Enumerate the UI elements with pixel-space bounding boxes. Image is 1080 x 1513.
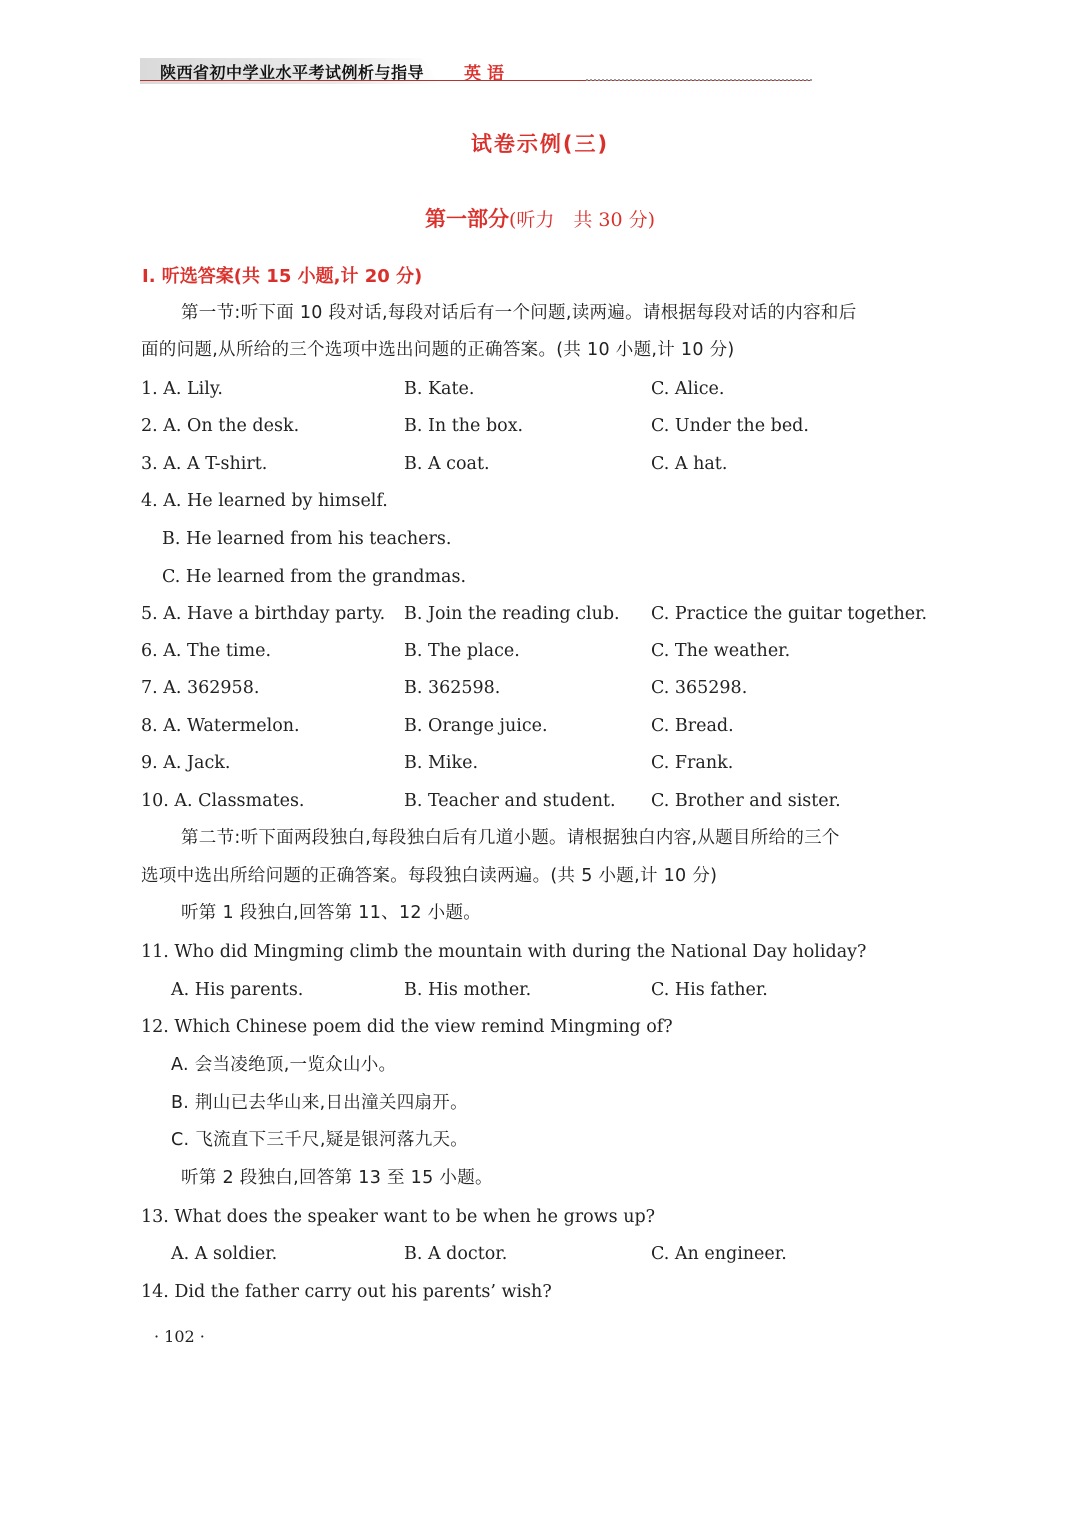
- q9-option-a: 9. A. Jack.: [141, 753, 231, 773]
- q7-option-c: C. 365298.: [651, 678, 748, 698]
- monologue-1-note: 听第 1 段独白,回答第 11、12 小题。: [181, 903, 482, 923]
- q3-option-a: 3. A. A T-shirt.: [141, 454, 268, 474]
- part-heading: [0, 203, 1080, 233]
- subject-label: 英语: [464, 64, 510, 84]
- q12-option-b: B. 荆山已去华山来,日出潼关四扇开。: [171, 1093, 468, 1113]
- q11-option-a: A. His parents.: [171, 980, 304, 1000]
- q6-option-c: C. The weather.: [651, 641, 791, 661]
- q12-option-c: C. 飞流直下三千尺,疑是银河落九天。: [171, 1130, 469, 1150]
- q1-option-a: 1. A. Lily.: [141, 379, 223, 399]
- q10-option-a: 10. A. Classmates.: [141, 791, 305, 811]
- q8-option-c: C. Bread.: [651, 716, 734, 736]
- q13-option-a: A. A soldier.: [171, 1244, 278, 1264]
- instruction-line: 选项中选出所给问题的正确答案。每段独白读两遍。(共 5 小题,计 10 分): [141, 866, 718, 886]
- q10-option-c: C. Brother and sister.: [651, 791, 841, 811]
- part-name: 第一部分: [424, 207, 509, 231]
- q8-option-b: B. Orange juice.: [404, 716, 548, 736]
- q5-option-a: 5. A. Have a birthday party.: [141, 604, 386, 624]
- q11-option-c: C. His father.: [651, 980, 768, 1000]
- q7-option-a: 7. A. 362958.: [141, 678, 260, 698]
- q13-option-b: B. A doctor.: [404, 1244, 508, 1264]
- paper-title: 试卷示例(三): [470, 132, 610, 156]
- q3-option-b: B. A coat.: [404, 454, 490, 474]
- q3-option-c: C. A hat.: [651, 454, 728, 474]
- q13-option-c: C. An engineer.: [651, 1244, 787, 1264]
- q1-option-c: C. Alice.: [651, 379, 725, 399]
- header-dotted-rule: [586, 79, 812, 81]
- instruction-line: 第一节:听下面 10 段对话,每段对话后有一个问题,读两遍。请根据每段对话的内容和后: [181, 303, 857, 323]
- q7-option-b: B. 362598.: [404, 678, 501, 698]
- q5-option-c: C. Practice the guitar together.: [651, 604, 928, 624]
- q5-option-b: B. Join the reading club.: [404, 604, 620, 624]
- book-title: 陕西省初中学业水平考试例析与指导: [160, 63, 425, 82]
- section-heading: Ⅰ. 听选答案(共 15 小题,计 20 分): [142, 266, 423, 287]
- instruction-line: 第二节:听下面两段独白,每段独白后有几道小题。请根据独白内容,从题目所给的三个: [181, 828, 840, 848]
- q6-option-a: 6. A. The time.: [141, 641, 272, 661]
- q11-option-b: B. His mother.: [404, 980, 532, 1000]
- q9-option-c: C. Frank.: [651, 753, 734, 773]
- q4-option-b: B. He learned from his teachers.: [162, 529, 452, 549]
- part-detail: (听力 共 30 分): [508, 209, 656, 231]
- monologue-2-note: 听第 2 段独白,回答第 13 至 15 小题。: [181, 1168, 493, 1188]
- q13-stem: 13. What does the speaker want to be when he grows up?: [141, 1207, 656, 1227]
- q12-stem: 12. Which Chinese poem did the view remind Mingming of?: [141, 1017, 673, 1037]
- q11-stem: 11. Who did Mingming climb the mountain with during the National Day holiday?: [141, 942, 867, 962]
- q8-option-a: 8. A. Watermelon.: [141, 716, 300, 736]
- page-number: · 102 ·: [154, 1327, 205, 1346]
- q14-stem: 14. Did the father carry out his parents’ wish?: [141, 1282, 552, 1302]
- q2-option-b: B. In the box.: [404, 416, 524, 436]
- q6-option-b: B. The place.: [404, 641, 520, 661]
- q2-option-c: C. Under the bed.: [651, 416, 809, 436]
- q1-option-b: B. Kate.: [404, 379, 475, 399]
- q9-option-b: B. Mike.: [404, 753, 479, 773]
- instruction-line: 面的问题,从所给的三个选项中选出问题的正确答案。(共 10 小题,计 10 分): [141, 340, 735, 360]
- q12-option-a: A. 会当凌绝顶,一览众山小。: [171, 1055, 397, 1075]
- q4-option-a: 4. A. He learned by himself.: [141, 491, 388, 511]
- q10-option-b: B. Teacher and student.: [404, 791, 616, 811]
- q4-option-c: C. He learned from the grandmas.: [162, 567, 467, 587]
- q2-option-a: 2. A. On the desk.: [141, 416, 300, 436]
